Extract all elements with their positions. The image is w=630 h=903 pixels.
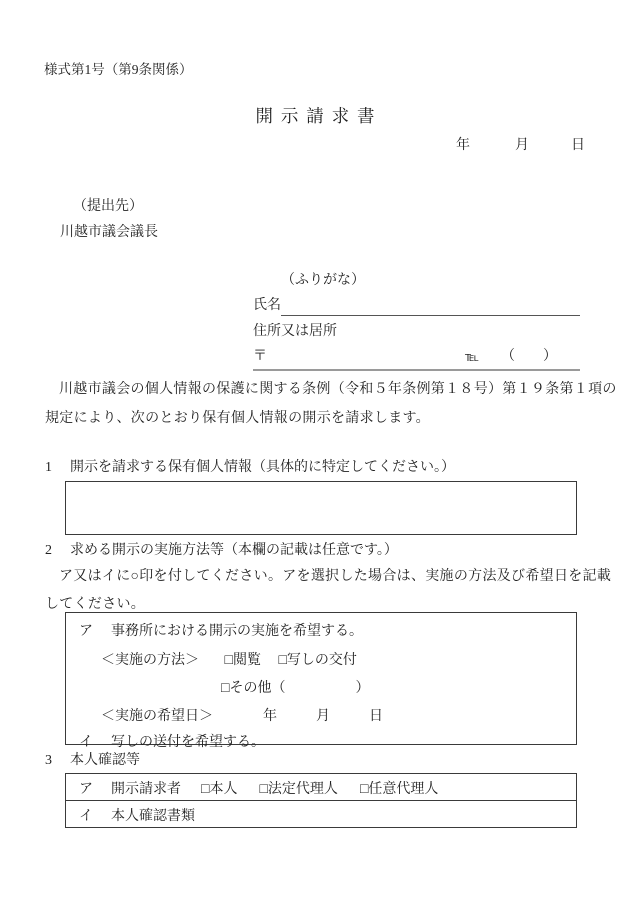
postal-mark: 〒 <box>253 349 267 364</box>
desired-month-label: 月 <box>316 709 330 724</box>
recipient-name: 川越市議会議長 <box>60 225 158 240</box>
checkbox-honnin: □本人 <box>201 782 238 797</box>
name-row <box>253 297 580 316</box>
identity-confirmation-box <box>65 773 577 828</box>
name-label: 氏名 <box>253 298 281 314</box>
section-2-title: 求める開示の実施方法等（本欄の記載は任意です。） <box>70 543 398 558</box>
option-a-text: 事務所における開示の実施を希望する。 <box>111 624 363 639</box>
month-label: 月 <box>515 138 529 153</box>
option-a-row <box>79 620 363 640</box>
section-3-heading <box>45 752 140 771</box>
body-line-1: 川越市議会の個人情報の保護に関する条例（令和５年条例第１８号）第１９条第１項の <box>59 382 617 397</box>
form-number: 様式第1号（第9条関係） <box>44 62 193 77</box>
section-2-heading <box>45 542 398 561</box>
section-3-title: 本人確認等 <box>70 753 140 768</box>
option-b-row <box>79 731 265 751</box>
postal-row <box>253 348 580 371</box>
section-2-instruction-line-1: ア又はイに○印を付してください。アを選択した場合は、実施の方法及び希望日を記載 <box>59 569 612 584</box>
identity-row-b-label: 本人確認書類 <box>111 809 195 824</box>
section-3-number: 3 <box>45 753 52 768</box>
disclosure-method-box <box>65 612 577 750</box>
method-label: ＜実施の方法＞ <box>101 653 199 668</box>
name-underline <box>281 297 580 316</box>
year-label: 年 <box>456 138 470 153</box>
checkbox-sonota: □その他（ ） <box>221 681 370 696</box>
option-b-text: 写しの送付を希望する。 <box>111 735 265 750</box>
checkbox-nini-dairinin: □任意代理人 <box>359 782 439 797</box>
section-1-number: 1 <box>45 460 52 475</box>
identity-row-a-marker: ア <box>79 782 93 797</box>
checkbox-utsushi-kofu: □写しの交付 <box>278 653 357 668</box>
furigana-label: （ふりがな） <box>281 273 365 288</box>
request-detail-box <box>65 481 577 535</box>
identity-row-a <box>66 774 576 801</box>
tel-parens: （ ） <box>501 349 557 364</box>
body-line-2: 規定により、次のとおり保有個人情報の開示を請求します。 <box>45 411 430 426</box>
identity-row-b <box>66 801 576 828</box>
desired-date-row <box>101 705 383 725</box>
tel-label: ℡ <box>465 350 479 365</box>
day-label: 日 <box>571 138 585 153</box>
section-1-heading <box>45 459 455 478</box>
section-1-title: 開示を請求する保有個人情報（具体的に特定してください。） <box>70 460 455 475</box>
desired-day-label: 日 <box>369 709 383 724</box>
desired-year-label: 年 <box>263 709 277 724</box>
desired-date-label: ＜実施の希望日＞ <box>101 709 213 724</box>
option-b-marker: イ <box>79 735 93 750</box>
identity-row-b-marker: イ <box>79 809 93 824</box>
address-label: 住所又は居所 <box>253 324 337 339</box>
checkbox-etsuran: □閲覧 <box>224 653 261 668</box>
identity-row-a-label: 開示請求者 <box>111 782 181 797</box>
checkbox-hotei-dairinin: □法定代理人 <box>259 782 338 797</box>
option-a-marker: ア <box>79 624 93 639</box>
form-title: 開示請求書 <box>255 106 383 126</box>
section-2-number: 2 <box>45 543 52 558</box>
recipient-label: （提出先） <box>73 199 143 214</box>
section-2-instruction-line-2: してください。 <box>45 597 146 612</box>
method-row <box>101 649 371 669</box>
